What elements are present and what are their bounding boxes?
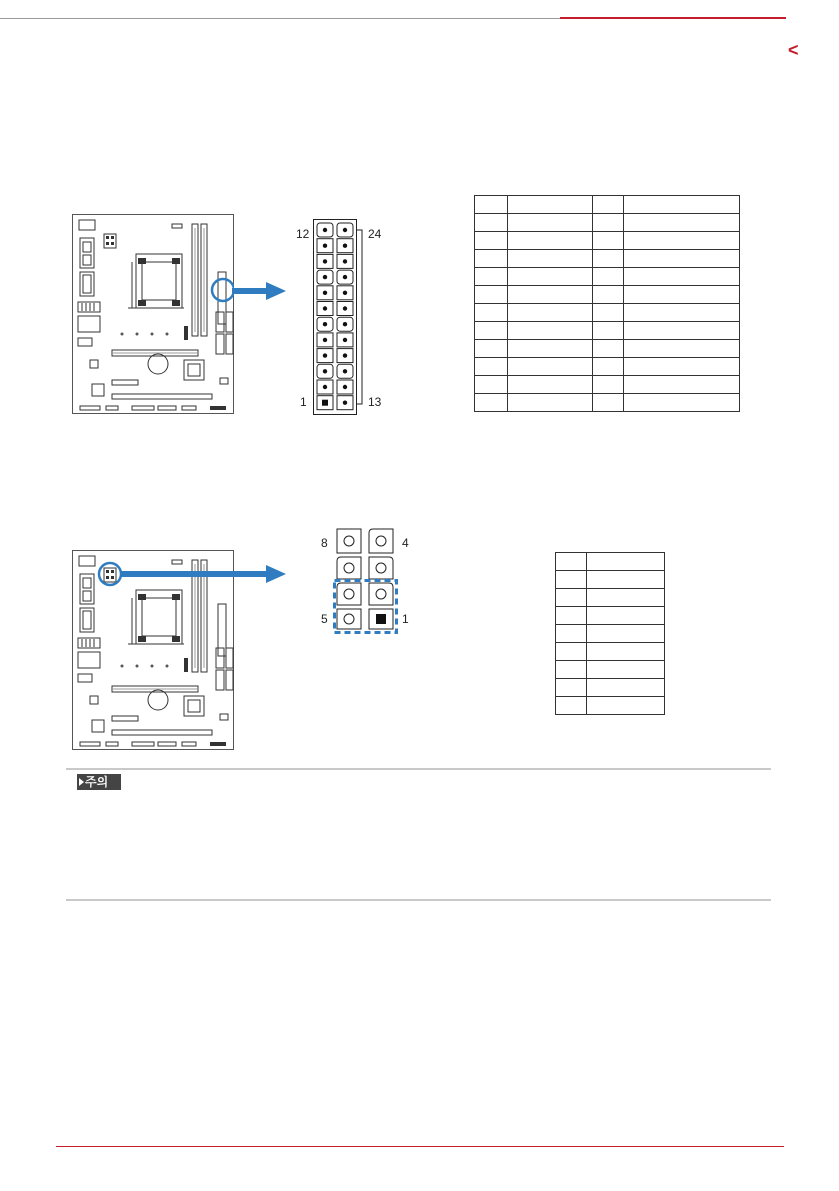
atx24-table-cell	[624, 196, 740, 214]
atx24-table-cell	[507, 250, 592, 268]
atx8-table-cell	[556, 625, 587, 643]
atx24-pin-dot	[323, 338, 327, 342]
atx24-pin-dot	[343, 228, 347, 232]
atx24-pin-dot	[343, 259, 347, 263]
caution-badge	[77, 774, 121, 790]
caution-label: 주의	[85, 775, 109, 789]
atx24-pin-dot	[323, 291, 327, 295]
atx24-pin1-marker	[322, 400, 328, 406]
atx8-table-cell	[587, 661, 665, 679]
atx24-table-row	[475, 232, 740, 250]
atx24-table-row	[475, 394, 740, 412]
atx24-table-cell	[592, 340, 624, 358]
atx24-table-cell	[592, 322, 624, 340]
atx24-pin-dot	[323, 259, 327, 263]
atx8-pin-table	[555, 552, 665, 715]
atx24-table-cell	[475, 214, 508, 232]
atx8-table-cell	[556, 571, 587, 589]
atx24-table-cell	[507, 286, 592, 304]
atx24-table-cell	[624, 376, 740, 394]
atx8-label-4: 4	[402, 536, 409, 550]
atx8-table-cell	[556, 553, 587, 571]
atx8-table-row	[556, 679, 665, 697]
atx24-table-cell	[592, 304, 624, 322]
atx24-pin-dot	[323, 369, 327, 373]
atx8-table-row	[556, 589, 665, 607]
atx8-table-cell	[556, 697, 587, 715]
atx24-table-cell	[592, 358, 624, 376]
atx24-table-cell	[475, 250, 508, 268]
atx8-table-row	[556, 553, 665, 571]
atx8-table-row	[556, 607, 665, 625]
atx24-pin-dot	[343, 275, 347, 279]
caution-triangle-icon	[79, 778, 84, 786]
atx8-table-cell	[556, 607, 587, 625]
atx24-pin-dot	[343, 385, 347, 389]
atx24-table-cell	[624, 214, 740, 232]
atx8-table-row	[556, 661, 665, 679]
atx24-table-cell	[507, 376, 592, 394]
atx8-table-cell	[587, 625, 665, 643]
atx24-table-cell	[507, 232, 592, 250]
atx24-table-cell	[507, 304, 592, 322]
atx24-table-cell	[475, 322, 508, 340]
atx24-table-cell	[624, 358, 740, 376]
atx24-table-cell	[507, 340, 592, 358]
atx24-table-cell	[507, 358, 592, 376]
atx24-pin-dot	[323, 275, 327, 279]
atx24-table-cell	[475, 304, 508, 322]
header-accent-bar	[560, 17, 786, 19]
atx24-pin-dot	[323, 228, 327, 232]
atx24-pin-dot	[323, 385, 327, 389]
atx8-table-cell	[587, 643, 665, 661]
atx24-table-row	[475, 214, 740, 232]
atx8-table-row	[556, 643, 665, 661]
atx24-table-cell	[592, 268, 624, 286]
atx24-table-cell	[475, 394, 508, 412]
atx24-pin-dot	[323, 353, 327, 357]
atx24-pin-dot	[343, 322, 347, 326]
atx8-label-1: 1	[402, 612, 409, 626]
atx8-table-cell	[587, 589, 665, 607]
atx24-table-cell	[592, 394, 624, 412]
back-chevron-icon[interactable]: <	[788, 40, 799, 60]
atx24-table-cell	[592, 214, 624, 232]
atx24-table-cell	[624, 232, 740, 250]
atx24-table-cell	[624, 394, 740, 412]
atx24-bracket	[356, 229, 364, 410]
atx24-table-cell	[475, 358, 508, 376]
atx24-table-row	[475, 322, 740, 340]
atx24-label-12: 12	[296, 227, 310, 241]
atx24-pin-dot	[343, 306, 347, 310]
atx8-table-row	[556, 571, 665, 589]
atx24-table-row	[475, 304, 740, 322]
atx24-pin-dot	[343, 338, 347, 342]
atx24-pin-dot	[323, 306, 327, 310]
atx24-table-cell	[624, 250, 740, 268]
atx24-table-cell	[507, 214, 592, 232]
atx24-table-cell	[624, 340, 740, 358]
atx8-table-cell	[556, 589, 587, 607]
atx24-table-row	[475, 376, 740, 394]
atx24-table-cell	[475, 376, 508, 394]
atx8-table-cell	[587, 679, 665, 697]
atx24-pin-dot	[323, 244, 327, 248]
atx24-table-cell	[507, 268, 592, 286]
atx8-table-cell	[556, 643, 587, 661]
atx24-table-cell	[475, 286, 508, 304]
atx24-table-cell	[592, 232, 624, 250]
atx8-connector	[333, 525, 399, 640]
atx24-pin-dot	[343, 353, 347, 357]
atx24-table-cell	[507, 196, 592, 214]
caution-bottom-rule	[66, 899, 771, 901]
atx24-table-row	[475, 340, 740, 358]
atx8-table-row	[556, 697, 665, 715]
atx24-table-cell	[592, 196, 624, 214]
atx8-table-row	[556, 625, 665, 643]
atx8-table-cell	[587, 697, 665, 715]
atx24-table-row	[475, 286, 740, 304]
footer-divider	[56, 1146, 784, 1147]
atx24-pin-dot	[343, 401, 347, 405]
atx8-table-cell	[587, 553, 665, 571]
atx24-table-row	[475, 358, 740, 376]
motherboard-diagram-atx24	[72, 214, 234, 414]
atx8-table-cell	[556, 661, 587, 679]
atx8-table-cell	[587, 607, 665, 625]
atx24-pin-dot	[343, 291, 347, 295]
atx24-table-cell	[592, 250, 624, 268]
atx24-table-cell	[624, 286, 740, 304]
atx24-table-cell	[475, 196, 508, 214]
pointer-arrow-atx24	[232, 282, 288, 305]
atx8-table-cell	[556, 679, 587, 697]
atx24-label-1: 1	[300, 395, 307, 409]
atx24-table-row	[475, 268, 740, 286]
pointer-arrow-atx8	[120, 565, 288, 588]
atx24-connector	[313, 219, 357, 420]
atx24-table-cell	[624, 304, 740, 322]
atx8-table-cell	[587, 571, 665, 589]
atx24-table-cell	[592, 376, 624, 394]
atx24-table-cell	[624, 268, 740, 286]
atx24-table-cell	[507, 394, 592, 412]
caution-top-rule	[66, 768, 771, 770]
atx24-table-cell	[592, 286, 624, 304]
atx24-pin-dot	[343, 369, 347, 373]
atx24-table-cell	[475, 232, 508, 250]
atx24-table-row	[475, 196, 740, 214]
atx8-label-5: 5	[321, 612, 328, 626]
atx24-pin-dot	[343, 244, 347, 248]
atx24-table-row	[475, 250, 740, 268]
atx8-label-8: 8	[321, 536, 328, 550]
atx24-table-cell	[507, 322, 592, 340]
atx24-pin-dot	[323, 322, 327, 326]
atx24-table-cell	[475, 268, 508, 286]
atx24-table-cell	[624, 322, 740, 340]
atx24-table-cell	[475, 340, 508, 358]
atx24-pin-table	[474, 195, 740, 412]
atx24-label-13: 13	[368, 395, 382, 409]
atx24-label-24: 24	[368, 227, 382, 241]
